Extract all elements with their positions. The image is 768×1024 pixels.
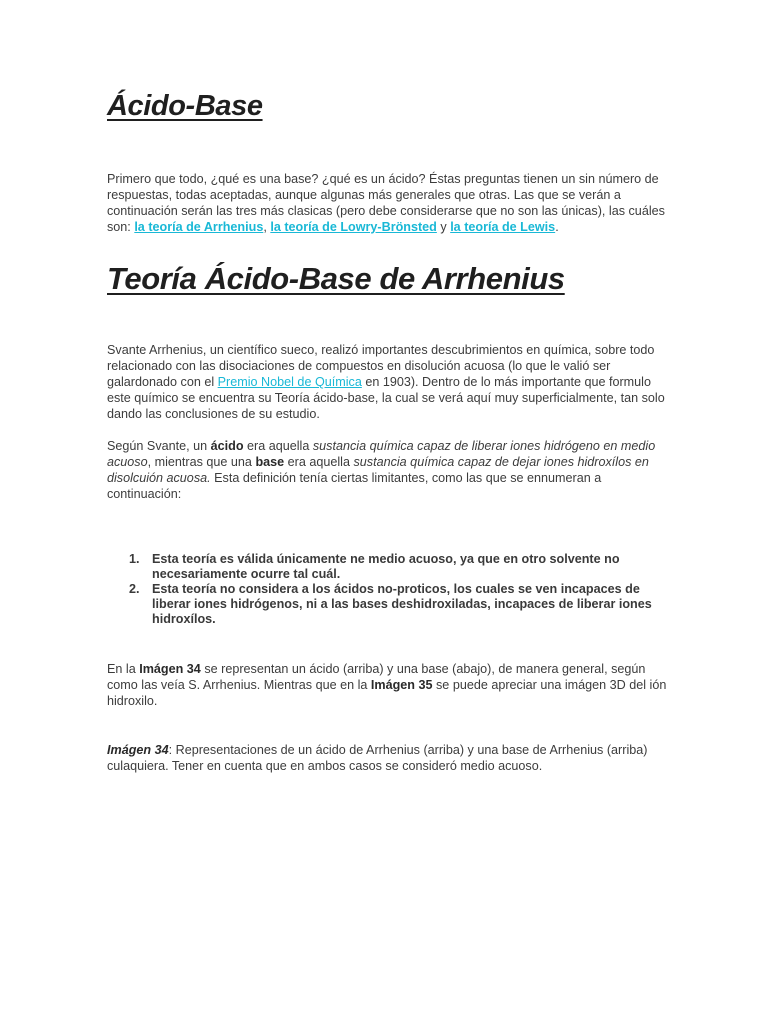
list-text: Esta teoría es válida únicamente ne medio acuoso, ya que en otro solvente no necesariamente ocurre tal cuál. — [152, 552, 620, 581]
intro-text: Primero que todo, ¿qué es una base? ¿qué es un ácido? Éstas preguntas tienen un sin número de respuestas, todas aceptadas, aunque algunas más generales que otras. Las que se verán a continuación serán las tres más clasicas (pero debe considerarse que no son las únicas), las cuáles son: — [107, 172, 665, 234]
list-text: Esta teoría no considera a los ácidos no-proticos, los cuales se ven incapaces de liberar iones hidrógenos, ni a las bases deshidroxiladas, incapaces de liberar iones hidroxílos. — [152, 582, 652, 626]
definition-text: era aquella — [243, 439, 313, 453]
definition-text: , mientras que una — [147, 455, 256, 469]
definition-text: era aquella — [284, 455, 354, 469]
lowry-bronsted-theory-link[interactable]: la teoría de Lowry-Brönsted — [270, 220, 437, 234]
list-number: 2. — [129, 582, 140, 596]
images-text: En la — [107, 662, 140, 676]
list-item — [107, 552, 667, 582]
caption-text: : Representaciones de un ácido de Arrhenius (arriba) y una base de Arrhenius (arriba) culaquiera. Tener en cuenta que en ambos casos se consideró medio acuoso. — [107, 743, 648, 773]
images-text: se puede apreciar una imágen 3D del ión hidroxilo. — [107, 678, 667, 708]
caption-label: Imágen 34 — [107, 743, 169, 757]
lewis-theory-link[interactable]: la teoría de Lewis — [450, 220, 556, 234]
limitations-list — [107, 552, 667, 627]
section-heading: Teoría Ácido-Base de Arrhenius — [107, 261, 565, 296]
svante-text: Svante Arrhenius, un científico sueco, realizó importantes descubrimientos en química, sobre todo relacionado con las disociaciones de compuestos en disolución acuosa (lo que le valió ser galardonado con el — [107, 343, 655, 389]
page-title: Ácido-Base — [107, 90, 263, 122]
images-text: se representan un ácido (arriba) y una base (abajo), de manera general, según como las veía S. Arrhenius. Mientras que en la — [107, 662, 646, 692]
svante-paragraph — [107, 342, 667, 422]
nobel-prize-link[interactable]: Premio Nobel de Química — [217, 375, 362, 389]
list-number: 1. — [129, 552, 140, 566]
definition-paragraph — [107, 438, 667, 502]
intro-separator: , — [263, 220, 271, 234]
definition-text: Según Svante, un — [107, 439, 211, 453]
acid-definition: sustancia química capaz de liberar iones hidrógeno en medio acuoso — [107, 439, 656, 469]
acid-term: ácido — [210, 439, 244, 453]
images-paragraph — [107, 661, 667, 709]
base-term: base — [255, 455, 285, 469]
list-item — [107, 582, 667, 627]
image-34-ref: Imágen 34 — [139, 662, 201, 676]
intro-end: . — [555, 220, 559, 234]
intro-paragraph — [107, 171, 667, 235]
image-caption — [107, 742, 667, 774]
intro-separator: y — [436, 220, 451, 234]
definition-text: Esta definición tenía ciertas limitantes, como las que se ennumeran a continuación: — [107, 471, 602, 501]
base-definition: sustancia química capaz de dejar iones hidroxílos en disolcuión acuosa. — [107, 455, 649, 485]
image-35-ref: Imágen 35 — [370, 678, 433, 692]
svante-text: en 1903). Dentro de lo más importante que formulo este químico se encuentra su Teoría ácido-base, la cual se verá aquí muy superficialmente, tan solo dando las conclusiones de su estudio. — [107, 375, 665, 421]
arrhenius-theory-link[interactable]: la teoría de Arrhenius — [134, 220, 264, 234]
